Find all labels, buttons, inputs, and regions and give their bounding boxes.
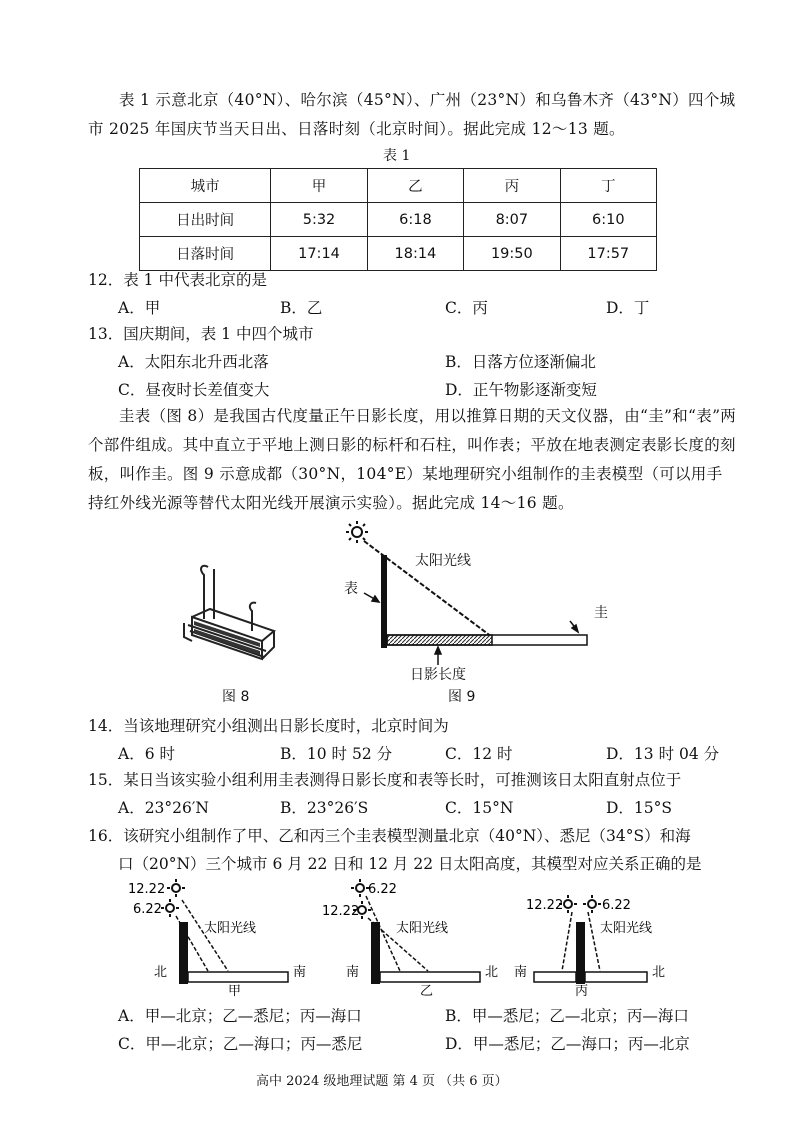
sun-date-label: 12.22: [128, 882, 166, 897]
q12-stem: 12．表 1 中代表北京的是: [88, 271, 267, 289]
table-cell: 甲: [271, 169, 367, 203]
intro-table1: 表 1 示意北京（40°N）、哈尔滨（45°N）、广州（23°N）和乌鲁木齐（43°N）四个城市 2025 年国庆节当天日出、日落时刻（北京时间）。据此完成 12～13 题。: [88, 91, 736, 138]
model-name: 乙: [420, 984, 434, 998]
direction-label: 南: [293, 965, 307, 980]
table-row: [140, 203, 657, 237]
option-b[interactable]: B．乙: [280, 299, 323, 317]
table-cell: 8:07: [464, 203, 560, 237]
q16-stem-line2: 口（20°N）三个城市 6 月 22 日和 12 月 22 日太阳高度，其模型对应关系正确的是: [118, 855, 702, 873]
shadow-label: 日影长度: [410, 667, 466, 683]
direction-label: 北: [652, 965, 666, 980]
option-c[interactable]: C．15°N: [445, 799, 514, 817]
q13-options-row2: [118, 378, 718, 402]
direction-label: 北: [154, 965, 168, 980]
gnomon-label: 表: [344, 581, 358, 597]
option-c[interactable]: C．甲—北京；乙—海口；丙—悉尼: [118, 1035, 363, 1053]
gui-ruler: [188, 972, 288, 982]
sun-icon: [161, 899, 179, 917]
gui-ruler-left: [534, 972, 576, 982]
table-cell: 丁: [560, 169, 656, 203]
option-d[interactable]: D．丁: [606, 299, 650, 317]
sun-date-label: 12.22: [526, 898, 564, 913]
option-c[interactable]: C．昼夜时长差值变大: [118, 381, 270, 399]
sun-ray: [588, 912, 600, 971]
option-a[interactable]: A．太阳东北升西北落: [118, 353, 269, 371]
option-a[interactable]: A．甲—北京；乙—悉尼；丙—海口: [118, 1007, 362, 1025]
sunray-label: 太阳光线: [600, 921, 653, 936]
option-c[interactable]: C．12 时: [445, 745, 513, 763]
table-cell: 17:14: [271, 237, 367, 271]
table-cell: 5:32: [271, 203, 367, 237]
option-d[interactable]: D．13 时 04 分: [606, 745, 720, 763]
model-jia-diagram: [128, 876, 308, 998]
intro-gnomon: 圭表（图 8）是我国古代度量正午日影长度，用以推算日期的天文仪器，由“圭”和“表”两个部件组成。其中直立于平地上测日影的标杆和石柱，叫作表；平放在地表测定表影长度的刻板，叫作圭。图 9 示意成都（30°N，104°E）某地理研究小组制作的圭表模型（可以用手持红外线光源等替代太阳光线开展演示实验）。据此完成 14～16 题。: [88, 407, 737, 512]
table-cell: 丙: [464, 169, 560, 203]
option-b[interactable]: B．甲—悉尼；乙—北京；丙—海口: [445, 1007, 689, 1025]
table-cell: 日落时间: [140, 237, 271, 271]
model-name: 丙: [575, 984, 589, 998]
direction-label: 北: [485, 965, 499, 980]
table-cell: 18:14: [367, 237, 463, 271]
q14-options: [118, 742, 718, 766]
table-row: [140, 237, 657, 271]
table-cell: 6:18: [367, 203, 463, 237]
option-a[interactable]: A．甲: [118, 299, 161, 317]
option-b[interactable]: B．23°26′S: [280, 799, 369, 817]
table-cell: 城市: [140, 169, 271, 203]
table-cell: 6:10: [560, 203, 656, 237]
gui-ruler: [380, 972, 480, 982]
page-footer: 高中 2024 级地理试题 第 4 页 （共 6 页）: [256, 1074, 508, 1089]
sun-date-label: 12.22: [322, 904, 360, 919]
option-a[interactable]: A．23°26′N: [118, 799, 209, 817]
table-cell: 17:57: [560, 237, 656, 271]
option-a[interactable]: A．6 时: [118, 745, 175, 763]
shadow-segment: [387, 635, 492, 645]
gnomon-pole: [179, 922, 188, 984]
sun-icon: [346, 521, 368, 543]
q15-options: [118, 796, 718, 820]
option-d[interactable]: D．15°S: [606, 799, 673, 817]
model-bing-diagram: [510, 876, 680, 998]
table1: [139, 168, 657, 271]
option-c[interactable]: C．丙: [445, 299, 488, 317]
gui-ruler-right: [585, 972, 647, 982]
direction-label: 南: [346, 965, 360, 980]
table-cell: 日出时间: [140, 203, 271, 237]
gnomon-pole: [371, 922, 380, 984]
option-d[interactable]: D．正午物影逐渐变短: [445, 381, 597, 399]
table-row: [140, 169, 657, 203]
model-name: 甲: [228, 984, 242, 998]
sunray-label: 太阳光线: [204, 921, 257, 936]
gnomon-pole: [576, 922, 585, 984]
figure-8-gnomon-illustration: [170, 555, 290, 675]
sun-date-label: 6.22: [602, 898, 631, 913]
sun-icon: [583, 895, 601, 913]
gui-label: 圭: [594, 605, 608, 621]
gnomon-pole: [381, 555, 387, 648]
q13-options-row1: [118, 350, 718, 374]
q14-stem: 14．当该地理研究小组测出日影长度时，北京时间为: [88, 717, 449, 735]
sun-icon: [167, 879, 185, 897]
q15-stem: 15．某日当该实验小组利用圭表测得日影长度和表等长时，可推测该日太阳直射点位于: [88, 771, 682, 789]
table1-title: 表 1: [383, 148, 411, 164]
sun-date-label: 6.22: [133, 902, 162, 917]
sunray-label: 太阳光线: [415, 553, 471, 569]
q13-stem: 13．国庆期间，表 1 中四个城市: [88, 325, 314, 343]
option-b[interactable]: B．日落方位逐渐偏北: [445, 353, 596, 371]
option-b[interactable]: B．10 时 52 分: [280, 745, 393, 763]
sun-ray: [562, 912, 572, 971]
direction-label: 南: [514, 965, 528, 980]
q16-options-row2: [118, 1032, 718, 1056]
figure-8-caption: 图 8: [222, 689, 250, 705]
q16-options-row1: [118, 1004, 718, 1028]
table-cell: 19:50: [464, 237, 560, 271]
figure-9-diagram: [330, 515, 620, 685]
option-d[interactable]: D．甲—悉尼；乙—海口；丙—北京: [445, 1035, 690, 1053]
sun-date-label: 6.22: [368, 882, 397, 897]
q12-options: [118, 296, 718, 320]
sun-icon: [351, 879, 369, 897]
q16-stem-line1: 16．该研究小组制作了甲、乙和丙三个圭表模型测量北京（40°N）、悉尼（34°S）和海: [88, 827, 691, 845]
table-cell: 乙: [367, 169, 463, 203]
sunray-label: 太阳光线: [396, 921, 449, 936]
figure-9-caption: 图 9: [448, 689, 476, 705]
model-yi-diagram: [320, 876, 500, 998]
